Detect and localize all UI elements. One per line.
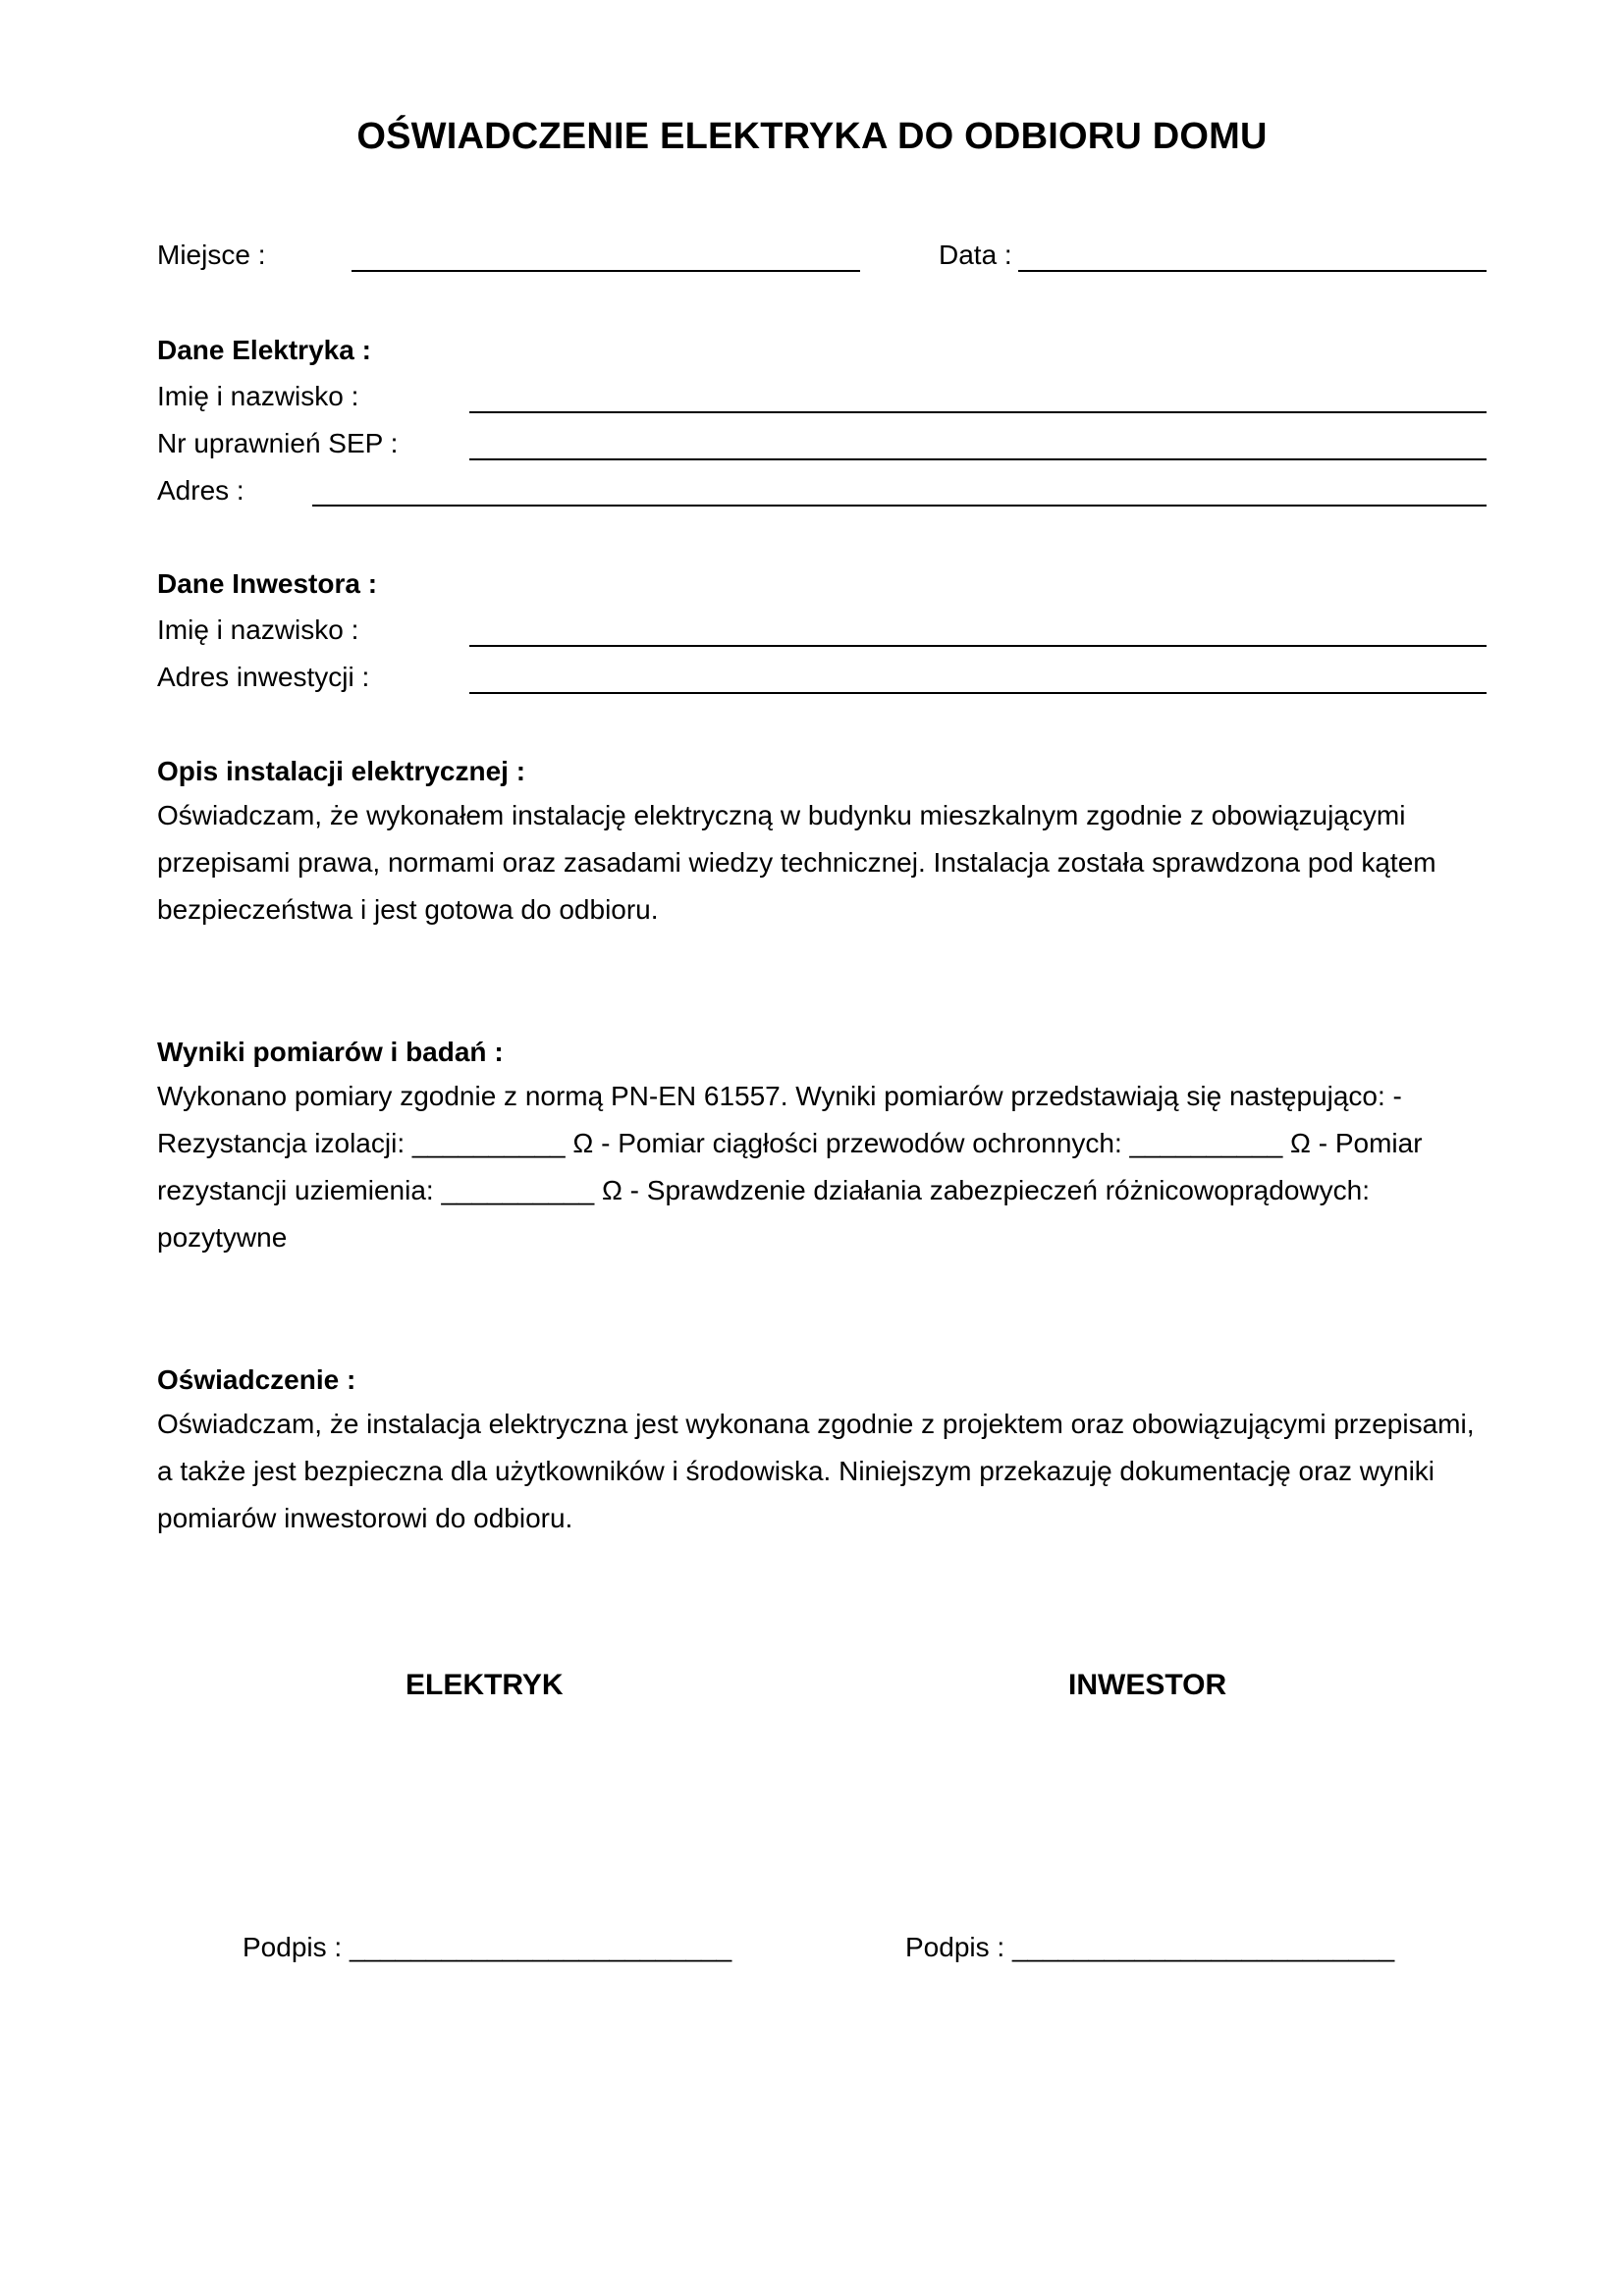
- electrician-address-label: Adres :: [157, 475, 244, 506]
- investor-name-field[interactable]: [469, 645, 1487, 647]
- date-field[interactable]: [1018, 270, 1487, 272]
- statement-line: Oświadczam, że instalacja elektryczna jest wykonana zgodnie z projektem oraz obowiązującymi przepisami,: [157, 1409, 1475, 1439]
- investment-address-field[interactable]: [469, 692, 1487, 694]
- statement-paragraph: [157, 1401, 1512, 1542]
- measurements-line: rezystancji uziemienia: __________ Ω - Sprawdzenie działania zabezpieczeń różnicowoprądowych:: [157, 1175, 1370, 1205]
- statement-heading: Oświadczenie :: [157, 1364, 356, 1395]
- electrician-signature-heading: ELEKTRYK: [406, 1669, 564, 1701]
- place-label: Miejsce :: [157, 240, 266, 270]
- electrician-name-field[interactable]: [469, 411, 1487, 413]
- electrician-signature-field[interactable]: Podpis : _________________________: [243, 1932, 732, 1962]
- description-line: bezpieczeństwa i jest gotowa do odbioru.: [157, 894, 659, 925]
- electrician-sep-field[interactable]: [469, 458, 1487, 460]
- measurements-paragraph: [157, 1073, 1512, 1261]
- investor-signature-heading: INWESTOR: [1068, 1669, 1227, 1701]
- electrician-sep-label: Nr uprawnień SEP :: [157, 428, 399, 458]
- statement-line: pomiarów inwestorowi do odbioru.: [157, 1503, 573, 1533]
- place-field[interactable]: [352, 270, 860, 272]
- date-label: Data :: [939, 240, 1012, 270]
- description-line: przepisami prawa, normami oraz zasadami wiedzy technicznej. Instalacja została sprawdzona pod kątem: [157, 847, 1436, 878]
- electrician-name-label: Imię i nazwisko :: [157, 381, 359, 411]
- measurements-line: pozytywne: [157, 1222, 288, 1253]
- document-title: OŚWIADCZENIE ELEKTRYKA DO ODBIORU DOMU: [356, 116, 1268, 157]
- investment-address-label: Adres inwestycji :: [157, 662, 370, 692]
- measurements-line: Rezystancja izolacji: __________ Ω - Pomiar ciągłości przewodów ochronnych: __________ Ω - Pomiar: [157, 1128, 1423, 1158]
- investor-signature-field[interactable]: Podpis : _________________________: [905, 1932, 1395, 1962]
- description-heading: Opis instalacji elektrycznej :: [157, 756, 526, 786]
- statement-line: a także jest bezpieczna dla użytkowników i środowiska. Niniejszym przekazuję dokumentację oraz wyniki: [157, 1456, 1435, 1486]
- measurements-heading: Wyniki pomiarów i badań :: [157, 1037, 504, 1067]
- investor-name-label: Imię i nazwisko :: [157, 614, 359, 645]
- description-line: Oświadczam, że wykonałem instalację elektryczną w budynku mieszkalnym zgodnie z obowiązującymi: [157, 800, 1406, 830]
- measurements-line: Wykonano pomiary zgodnie z normą PN-EN 61557. Wyniki pomiarów przedstawiają się następująco: -: [157, 1081, 1402, 1111]
- electrician-address-field[interactable]: [312, 505, 1487, 507]
- description-paragraph: [157, 792, 1512, 934]
- electrician-heading: Dane Elektryka :: [157, 335, 371, 365]
- investor-heading: Dane Inwestora :: [157, 568, 378, 599]
